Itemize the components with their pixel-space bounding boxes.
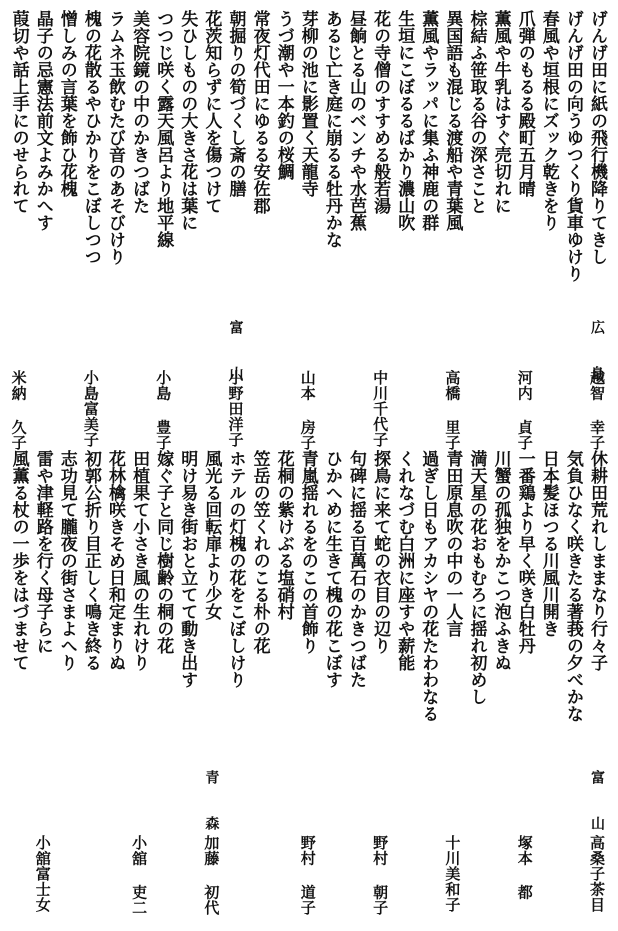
- author-name: 野村 道子: [298, 835, 317, 916]
- haiku-line: 日本髪ほつる川風川開き: [538, 450, 559, 637]
- author-name: 小島富美子: [81, 370, 100, 448]
- haiku-line: 朝掘りの筍づくし斎の膳: [225, 10, 246, 197]
- haiku-line: 花茨知らずに人を傷つけて: [201, 10, 222, 214]
- haiku-line: 失ひしものの大きさ花は葉に: [177, 10, 198, 231]
- author-name: 小野田洋子: [226, 370, 245, 448]
- author-name: 十川美和子: [443, 835, 462, 913]
- author-name: 加藤 初代: [202, 835, 221, 916]
- author-name: 小島 豊子: [154, 370, 173, 451]
- haiku-line: 異国語も混じる渡船や青葉風: [442, 10, 463, 231]
- haiku-line: 葭切や話上手にのせられて: [8, 10, 29, 214]
- haiku-line: 句碑に揺る百萬石のかきつばた: [346, 450, 366, 688]
- author-name: 野村 朝子: [371, 835, 390, 916]
- prefecture-label: 広 島: [589, 320, 605, 388]
- haiku-line: 休耕田荒れしままなり行々子: [587, 450, 607, 671]
- haiku-line: 過ぎし日もアカシヤの花たわわなる: [418, 450, 439, 722]
- haiku-line: つつじ咲く露天風呂より地平線: [153, 10, 174, 248]
- author-name: 米納 久子: [9, 370, 28, 451]
- haiku-line: ひかへめに生きて槐の花こぼす: [321, 450, 342, 688]
- haiku-line: 春風や垣根にズック乾きをり: [538, 10, 559, 231]
- haiku-line: 芽柳の池に影置く天龍寺: [297, 10, 318, 197]
- haiku-line: 明け易き街おと立てて動き出す: [177, 450, 198, 688]
- author-name: 越智 幸子: [588, 370, 606, 451]
- prefecture-label: 富 山: [589, 770, 605, 838]
- prefecture-label: 富 山: [227, 320, 244, 388]
- haiku-line: 志功見て朧夜の街さまよへり: [56, 450, 77, 671]
- haiku-line: くれなづむ白洲に座すや薪能: [394, 450, 415, 671]
- author-name: 高桑子茶目: [588, 835, 606, 913]
- author-name: 小舘 吏二: [130, 835, 149, 916]
- haiku-line: 昼餉とる山のベンチや水芭蕉: [346, 10, 366, 231]
- haiku-line: ホテルの灯槐の花をこぼしけり: [225, 450, 246, 688]
- haiku-line: 青嵐揺れるをのこの首飾り: [297, 450, 318, 654]
- haiku-line: 棕結ふ笹取る谷の深さこと: [466, 10, 487, 214]
- haiku-line: 憎しみの言葉を飾ひ花槐: [56, 10, 77, 197]
- author-name: 山本 房子: [298, 370, 317, 451]
- haiku-line: 初郭公折り目正しく鳴き終る: [80, 450, 101, 671]
- haiku-line: 田植果て小さき風の生れけり: [129, 450, 150, 671]
- author-name: 中川千代子: [371, 370, 390, 448]
- haiku-line: 満天星の花おもむろに揺れ初めし: [466, 450, 487, 705]
- haiku-line: 花桐の紫けぶる塩硝村: [273, 450, 294, 620]
- haiku-line: 生垣にこぼるるばかり濃山吹: [394, 10, 415, 231]
- haiku-line: うづ潮や一本釣の桜鯛: [273, 10, 294, 180]
- haiku-line: げんげ田に紙の飛行機降りてきし: [587, 10, 607, 265]
- haiku-line: 槐の花散るやひかりをこぼしつつ: [80, 10, 101, 265]
- haiku-line: 探鳥に来て蛇の衣目の辺り: [370, 450, 391, 654]
- haiku-line: 風薫る杖の一歩をはづませて: [8, 450, 29, 671]
- haiku-line: 美容院鏡の中のかきつばた: [129, 10, 150, 214]
- haiku-line: 雷や津軽路を行く母子らに: [32, 450, 53, 654]
- author-name: 河内 貞子: [515, 370, 534, 451]
- haiku-line: ラムネ玉飲むたび音のあそびけり: [105, 10, 125, 265]
- haiku-line: 常夜灯代田にゆるる安佐郡: [249, 10, 270, 214]
- author-name: 高橋 里子: [443, 370, 462, 451]
- haiku-line: 嫁ぐ子と同じ樹齢の桐の花: [153, 450, 174, 654]
- haiku-line: 花林檎咲きそめ日和定まりぬ: [105, 450, 125, 671]
- haiku-line: 一番鶏より早く咲き白牡丹: [514, 450, 535, 654]
- haiku-line: あるじ亡き庭に崩るる牡丹かな: [321, 10, 342, 248]
- haiku-line: 気負ひなく咲きたる著莪の夕べかな: [562, 450, 583, 722]
- haiku-line: 笠岳の笠くれのこる朴の花: [249, 450, 270, 654]
- prefecture-label: 青 森: [203, 770, 220, 838]
- haiku-line: 爪弾のもるる殿町五月晴: [514, 10, 535, 197]
- haiku-line: 花の寺僧のすすめる般若湯: [370, 10, 391, 214]
- haiku-line: 風光る回転扉より少女: [201, 450, 222, 620]
- haiku-line: 薫風やラッパに集ふ神鹿の群: [418, 10, 439, 231]
- haiku-line: 青田原息吹の中の一人言: [442, 450, 463, 637]
- author-name: 小舘富士女: [33, 835, 52, 913]
- haiku-line: 薫風や牛乳はすぐ売切れに: [490, 10, 511, 214]
- haiku-line: 川蟹の孤独をかこつ泡ふきぬ: [490, 450, 511, 671]
- haiku-line: 晶子の忌憲法前文よみかへす: [32, 10, 53, 231]
- haiku-line: げんげ田の向うゆつくり貨車ゆけり: [562, 10, 583, 282]
- author-name: 塚本 都: [515, 835, 534, 900]
